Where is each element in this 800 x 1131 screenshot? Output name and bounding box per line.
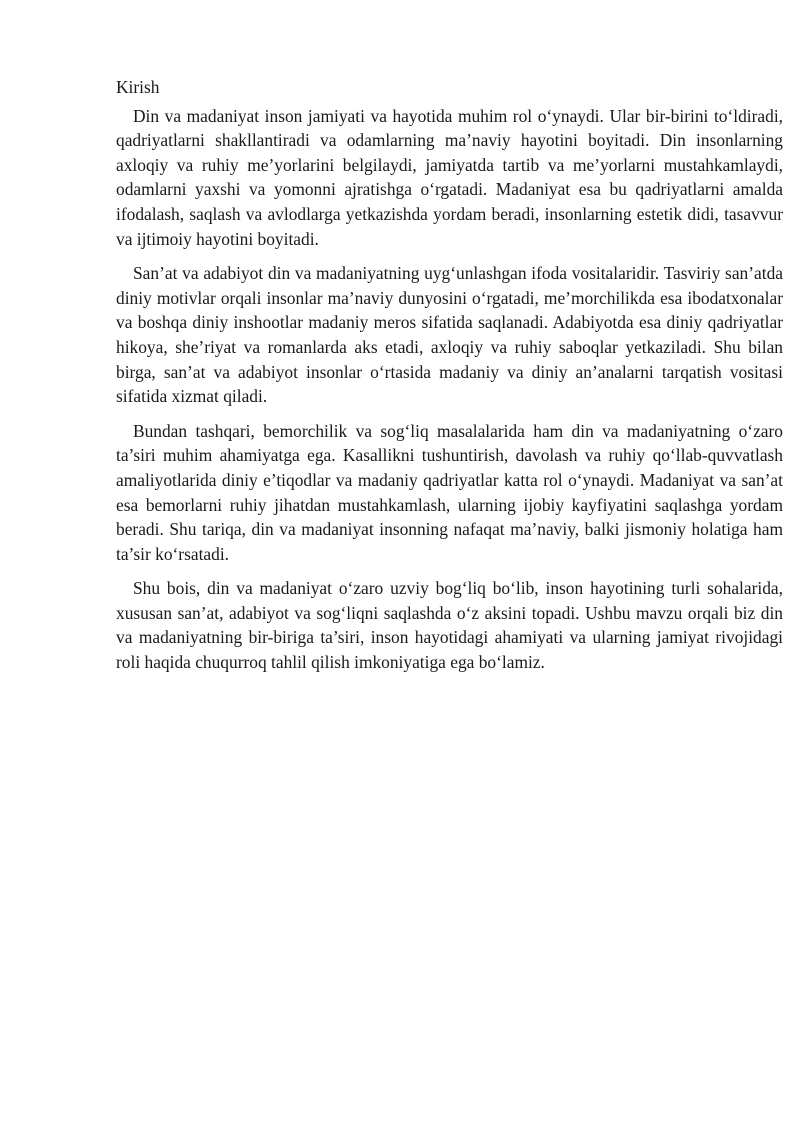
- paragraph: Din va madaniyat inson jamiyati va hayotida muhim rol o‘ynaydi. Ular bir-birini to‘ldiradi, qadriyatlarni shakllantiradi va odamlarning ma’naviy hayotini boyitadi. Din insonlarning axloqiy va ruhiy me’yorlarini belgilaydi, jamiyatda tartib va me’yorlarni mustahkamlaydi, odamlarni yaxshi va yomonni ajratishga o‘rgatadi. Madaniyat esa bu qadriyatlarni amalda ifodalash, saqlash va avlodlarga yetkazishda yordam beradi, insonlarning estetik didi, tasavvur va ijtimoiy hayotini boyitadi.: [116, 105, 783, 249]
- document-page: [116, 75, 783, 685]
- paragraph: San’at va adabiyot din va madaniyatning uyg‘unlashgan ifoda vositalaridir. Tasviriy san’atda diniy motivlar orqali insonlar ma’naviy dunyosini o‘rgatadi, me’morchilikda esa ibodatxonalar va boshqa diniy inshootlar madaniy meros sifatida saqlanadi. Adabiyotda esa diniy qadriyatlar hikoya, she’riyat va romanlarda aks etadi, axloqiy va ruhiy saboqlar yetkaziladi. Shu bilan birga, san’at va adabiyot insonlar o‘rtasida madaniy va diniy an’analarni tarqatish vositasi sifatida xizmat qiladi.: [116, 263, 783, 407]
- paragraph: Bundan tashqari, bemorchilik va sog‘liq masalalarida ham din va madaniyatning o‘zaro ta’siri muhim ahamiyatga ega. Kasallikni tushuntirish, davolash va ruhiy qo‘llab-quvvatlash amaliyotlarida diniy e’tiqodlar va madaniy qadriyatlar katta rol o‘ynaydi. Madaniyat va san’at esa bemorlarni ruhiy jihatdan mustahkamlash, ularning ijobiy kayfiyatini saqlashga yordam beradi. Shu tariqa, din va madaniyat insonning nafaqat ma’naviy, balki jismoniy holatiga ham ta’sir ko‘rsatadi.: [116, 420, 783, 564]
- section-heading: Kirish: [116, 77, 160, 97]
- paragraph: Shu bois, din va madaniyat o‘zaro uzviy bog‘liq bo‘lib, inson hayotining turli sohalarida, xususan san’at, adabiyot va sog‘liqni saqlashda o‘z aksini topadi. Ushbu mavzu orqali biz din va madaniyatning bir-biriga ta’siri, inson hayotidagi ahamiyati va ularning jamiyat rivojidagi roli haqida chuqurroq tahlil qilish imkoniyatiga ega bo‘lamiz.: [116, 578, 783, 673]
